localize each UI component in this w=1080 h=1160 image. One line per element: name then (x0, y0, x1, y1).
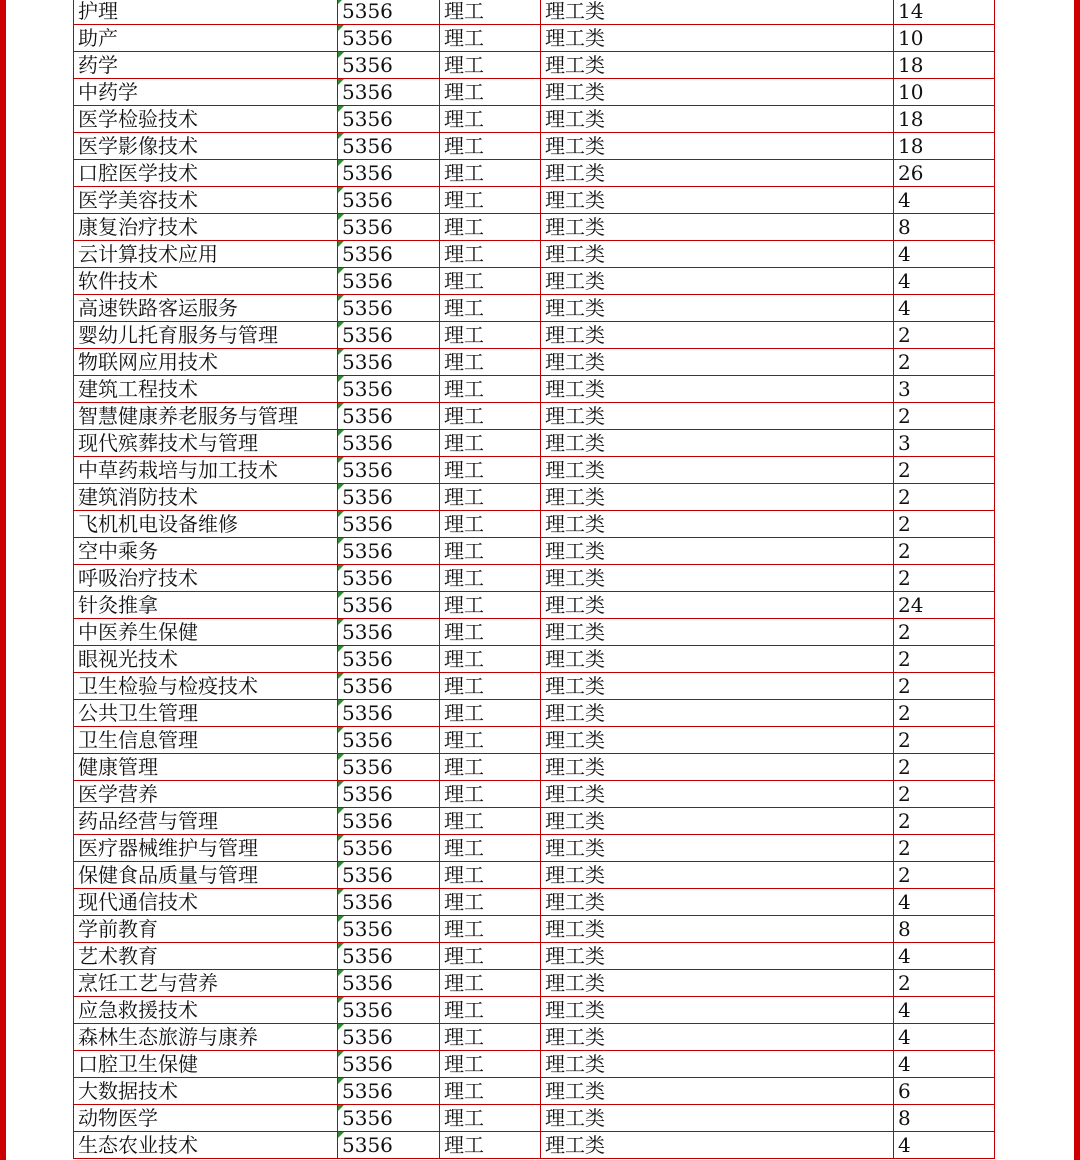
code-cell[interactable]: 5356 (338, 727, 440, 754)
quota-cell[interactable]: 4 (894, 1132, 995, 1159)
code-cell[interactable]: 5356 (338, 214, 440, 241)
category-type-cell[interactable]: 理工类 (541, 0, 894, 25)
table-row (74, 781, 995, 808)
category-type-cell[interactable]: 理工类 (541, 214, 894, 241)
code-cell[interactable]: 5356 (338, 430, 440, 457)
major-name-cell[interactable]: 护理 (74, 0, 338, 25)
category-cell[interactable]: 理工 (440, 727, 541, 754)
code-cell[interactable]: 5356 (338, 160, 440, 187)
table-row (74, 322, 995, 349)
major-name-cell[interactable]: 医学美容技术 (74, 187, 338, 214)
category-cell[interactable]: 理工 (440, 1078, 541, 1105)
quota-cell[interactable]: 24 (894, 592, 995, 619)
quota-cell[interactable]: 3 (894, 430, 995, 457)
category-type-cell[interactable]: 理工类 (541, 430, 894, 457)
code-cell[interactable]: 5356 (338, 997, 440, 1024)
category-type-cell[interactable]: 理工类 (541, 565, 894, 592)
category-cell[interactable]: 理工 (440, 565, 541, 592)
category-type-cell[interactable]: 理工类 (541, 1105, 894, 1132)
quota-cell[interactable]: 2 (894, 349, 995, 376)
quota-cell[interactable]: 2 (894, 322, 995, 349)
quota-cell[interactable]: 2 (894, 511, 995, 538)
quota-cell[interactable]: 2 (894, 457, 995, 484)
major-name-cell[interactable]: 中草药栽培与加工技术 (74, 457, 338, 484)
quota-cell[interactable]: 14 (894, 0, 995, 25)
category-cell[interactable]: 理工 (440, 997, 541, 1024)
quota-cell[interactable]: 2 (894, 538, 995, 565)
window-left-edge (0, 0, 6, 1160)
major-name-cell[interactable]: 空中乘务 (74, 538, 338, 565)
window-right-edge (1074, 0, 1080, 1160)
major-name-cell[interactable]: 森林生态旅游与康养 (74, 1024, 338, 1051)
quota-cell[interactable]: 4 (894, 889, 995, 916)
code-cell[interactable]: 5356 (338, 538, 440, 565)
table-row (74, 1132, 995, 1159)
category-cell[interactable]: 理工 (440, 322, 541, 349)
category-type-cell[interactable]: 理工类 (541, 754, 894, 781)
category-type-cell[interactable]: 理工类 (541, 295, 894, 322)
category-type-cell[interactable]: 理工类 (541, 133, 894, 160)
code-cell[interactable]: 5356 (338, 781, 440, 808)
major-name-cell[interactable]: 烹饪工艺与营养 (74, 970, 338, 997)
quota-cell[interactable]: 2 (894, 403, 995, 430)
major-name-cell[interactable]: 物联网应用技术 (74, 349, 338, 376)
category-cell[interactable]: 理工 (440, 754, 541, 781)
table-row (74, 538, 995, 565)
category-cell[interactable]: 理工 (440, 241, 541, 268)
category-cell[interactable]: 理工 (440, 187, 541, 214)
category-type-cell[interactable]: 理工类 (541, 511, 894, 538)
code-cell[interactable]: 5356 (338, 484, 440, 511)
spreadsheet-body (74, 0, 995, 1159)
category-cell[interactable]: 理工 (440, 1105, 541, 1132)
category-cell[interactable]: 理工 (440, 511, 541, 538)
category-cell[interactable]: 理工 (440, 538, 541, 565)
major-name-cell[interactable]: 建筑工程技术 (74, 376, 338, 403)
category-type-cell[interactable]: 理工类 (541, 79, 894, 106)
major-name-cell[interactable]: 大数据技术 (74, 1078, 338, 1105)
major-name-cell[interactable]: 口腔卫生保健 (74, 1051, 338, 1078)
category-cell[interactable]: 理工 (440, 619, 541, 646)
category-type-cell[interactable]: 理工类 (541, 673, 894, 700)
quota-cell[interactable]: 2 (894, 484, 995, 511)
table-row (74, 106, 995, 133)
major-name-cell[interactable]: 口腔医学技术 (74, 160, 338, 187)
table-row (74, 52, 995, 79)
major-name-cell[interactable]: 艺术教育 (74, 943, 338, 970)
category-type-cell[interactable]: 理工类 (541, 889, 894, 916)
code-cell[interactable]: 5356 (338, 1132, 440, 1159)
code-cell[interactable]: 5356 (338, 187, 440, 214)
code-cell[interactable]: 5356 (338, 52, 440, 79)
code-cell[interactable]: 5356 (338, 1105, 440, 1132)
table-row (74, 1024, 995, 1051)
code-cell[interactable]: 5356 (338, 646, 440, 673)
code-cell[interactable]: 5356 (338, 862, 440, 889)
category-cell[interactable]: 理工 (440, 592, 541, 619)
table-row (74, 943, 995, 970)
table-row (74, 187, 995, 214)
quota-cell[interactable]: 4 (894, 943, 995, 970)
category-type-cell[interactable]: 理工类 (541, 538, 894, 565)
spreadsheet-table (73, 0, 995, 1159)
major-name-cell[interactable]: 助产 (74, 25, 338, 52)
quota-cell[interactable]: 2 (894, 700, 995, 727)
quota-cell[interactable]: 2 (894, 565, 995, 592)
code-cell[interactable]: 5356 (338, 592, 440, 619)
category-cell[interactable]: 理工 (440, 403, 541, 430)
major-name-cell[interactable]: 智慧健康养老服务与管理 (74, 403, 338, 430)
table-row (74, 673, 995, 700)
table-row (74, 133, 995, 160)
category-cell[interactable]: 理工 (440, 106, 541, 133)
table-row (74, 754, 995, 781)
quota-cell[interactable]: 4 (894, 997, 995, 1024)
table-row (74, 430, 995, 457)
category-type-cell[interactable]: 理工类 (541, 943, 894, 970)
category-cell[interactable]: 理工 (440, 646, 541, 673)
table-row (74, 268, 995, 295)
category-type-cell[interactable]: 理工类 (541, 268, 894, 295)
quota-cell[interactable]: 8 (894, 1105, 995, 1132)
major-name-cell[interactable]: 呼吸治疗技术 (74, 565, 338, 592)
category-type-cell[interactable]: 理工类 (541, 592, 894, 619)
category-cell[interactable]: 理工 (440, 1024, 541, 1051)
category-type-cell[interactable]: 理工类 (541, 349, 894, 376)
table-row (74, 1078, 995, 1105)
quota-cell[interactable]: 2 (894, 619, 995, 646)
major-name-cell[interactable]: 药品经营与管理 (74, 808, 338, 835)
category-cell[interactable]: 理工 (440, 349, 541, 376)
table-row (74, 646, 995, 673)
category-type-cell[interactable]: 理工类 (541, 862, 894, 889)
code-cell[interactable]: 5356 (338, 106, 440, 133)
quota-cell[interactable]: 8 (894, 214, 995, 241)
category-cell[interactable]: 理工 (440, 295, 541, 322)
table-row (74, 511, 995, 538)
table-row (74, 241, 995, 268)
category-cell[interactable]: 理工 (440, 133, 541, 160)
category-cell[interactable]: 理工 (440, 781, 541, 808)
table-row (74, 997, 995, 1024)
quota-cell[interactable]: 2 (894, 835, 995, 862)
category-type-cell[interactable]: 理工类 (541, 322, 894, 349)
major-name-cell[interactable]: 软件技术 (74, 268, 338, 295)
quota-cell[interactable]: 18 (894, 133, 995, 160)
category-type-cell[interactable]: 理工类 (541, 970, 894, 997)
category-type-cell[interactable]: 理工类 (541, 187, 894, 214)
major-name-cell[interactable]: 眼视光技术 (74, 646, 338, 673)
category-cell[interactable]: 理工 (440, 484, 541, 511)
code-cell[interactable]: 5356 (338, 295, 440, 322)
quota-cell[interactable]: 10 (894, 79, 995, 106)
category-type-cell[interactable]: 理工类 (541, 700, 894, 727)
major-name-cell[interactable]: 康复治疗技术 (74, 214, 338, 241)
code-cell[interactable]: 5356 (338, 349, 440, 376)
table-row (74, 79, 995, 106)
quota-cell[interactable]: 4 (894, 187, 995, 214)
quota-cell[interactable]: 2 (894, 673, 995, 700)
major-name-cell[interactable]: 云计算技术应用 (74, 241, 338, 268)
category-cell[interactable]: 理工 (440, 862, 541, 889)
table-row (74, 808, 995, 835)
table-row (74, 295, 995, 322)
quota-cell[interactable]: 2 (894, 754, 995, 781)
category-type-cell[interactable]: 理工类 (541, 781, 894, 808)
major-name-cell[interactable]: 飞机机电设备维修 (74, 511, 338, 538)
quota-cell[interactable]: 2 (894, 808, 995, 835)
table-row (74, 916, 995, 943)
major-name-cell[interactable]: 公共卫生管理 (74, 700, 338, 727)
category-cell[interactable]: 理工 (440, 376, 541, 403)
category-type-cell[interactable]: 理工类 (541, 241, 894, 268)
major-name-cell[interactable]: 医疗器械维护与管理 (74, 835, 338, 862)
major-name-cell[interactable]: 中药学 (74, 79, 338, 106)
table-row (74, 214, 995, 241)
table-row (74, 349, 995, 376)
quota-cell[interactable]: 26 (894, 160, 995, 187)
code-cell[interactable]: 5356 (338, 403, 440, 430)
quota-cell[interactable]: 2 (894, 646, 995, 673)
table-row (74, 457, 995, 484)
major-name-cell[interactable]: 医学检验技术 (74, 106, 338, 133)
category-cell[interactable]: 理工 (440, 889, 541, 916)
quota-cell[interactable]: 2 (894, 727, 995, 754)
table-row (74, 727, 995, 754)
major-name-cell[interactable]: 医学影像技术 (74, 133, 338, 160)
category-cell[interactable]: 理工 (440, 79, 541, 106)
major-name-cell[interactable]: 卫生信息管理 (74, 727, 338, 754)
category-cell[interactable]: 理工 (440, 835, 541, 862)
quota-cell[interactable]: 4 (894, 268, 995, 295)
code-cell[interactable]: 5356 (338, 970, 440, 997)
category-type-cell[interactable]: 理工类 (541, 727, 894, 754)
category-type-cell[interactable]: 理工类 (541, 1024, 894, 1051)
category-cell[interactable]: 理工 (440, 700, 541, 727)
table-row (74, 25, 995, 52)
quota-cell[interactable]: 8 (894, 916, 995, 943)
category-cell[interactable]: 理工 (440, 1051, 541, 1078)
major-name-cell[interactable]: 现代殡葬技术与管理 (74, 430, 338, 457)
major-name-cell[interactable]: 现代通信技术 (74, 889, 338, 916)
code-cell[interactable]: 5356 (338, 376, 440, 403)
major-name-cell[interactable]: 中医养生保健 (74, 619, 338, 646)
major-name-cell[interactable]: 医学营养 (74, 781, 338, 808)
category-cell[interactable]: 理工 (440, 430, 541, 457)
category-type-cell[interactable]: 理工类 (541, 997, 894, 1024)
major-name-cell[interactable]: 生态农业技术 (74, 1132, 338, 1159)
quota-cell[interactable]: 6 (894, 1078, 995, 1105)
category-cell[interactable]: 理工 (440, 970, 541, 997)
category-type-cell[interactable]: 理工类 (541, 808, 894, 835)
code-cell[interactable]: 5356 (338, 916, 440, 943)
major-name-cell[interactable]: 针灸推拿 (74, 592, 338, 619)
category-cell[interactable]: 理工 (440, 916, 541, 943)
category-type-cell[interactable]: 理工类 (541, 376, 894, 403)
table-row (74, 376, 995, 403)
category-type-cell[interactable]: 理工类 (541, 106, 894, 133)
category-cell[interactable]: 理工 (440, 214, 541, 241)
code-cell[interactable]: 5356 (338, 133, 440, 160)
table-row (74, 889, 995, 916)
quota-cell[interactable]: 10 (894, 25, 995, 52)
code-cell[interactable]: 5356 (338, 754, 440, 781)
table-row (74, 565, 995, 592)
category-type-cell[interactable]: 理工类 (541, 25, 894, 52)
table-row (74, 700, 995, 727)
table-row (74, 835, 995, 862)
major-name-cell[interactable]: 健康管理 (74, 754, 338, 781)
category-type-cell[interactable]: 理工类 (541, 1132, 894, 1159)
code-cell[interactable]: 5356 (338, 673, 440, 700)
code-cell[interactable]: 5356 (338, 889, 440, 916)
category-type-cell[interactable]: 理工类 (541, 457, 894, 484)
major-name-cell[interactable]: 婴幼儿托育服务与管理 (74, 322, 338, 349)
major-name-cell[interactable]: 动物医学 (74, 1105, 338, 1132)
quota-cell[interactable]: 4 (894, 295, 995, 322)
quota-cell[interactable]: 4 (894, 241, 995, 268)
category-cell[interactable]: 理工 (440, 25, 541, 52)
code-cell[interactable]: 5356 (338, 457, 440, 484)
code-cell[interactable]: 5356 (338, 268, 440, 295)
table-row (74, 484, 995, 511)
category-type-cell[interactable]: 理工类 (541, 1051, 894, 1078)
category-cell[interactable]: 理工 (440, 808, 541, 835)
code-cell[interactable]: 5356 (338, 619, 440, 646)
category-cell[interactable]: 理工 (440, 268, 541, 295)
table-row (74, 403, 995, 430)
code-cell[interactable]: 5356 (338, 241, 440, 268)
table-row (74, 160, 995, 187)
category-cell[interactable]: 理工 (440, 943, 541, 970)
category-type-cell[interactable]: 理工类 (541, 160, 894, 187)
quota-cell[interactable]: 18 (894, 52, 995, 79)
code-cell[interactable]: 5356 (338, 0, 440, 25)
code-cell[interactable]: 5356 (338, 1024, 440, 1051)
quota-cell[interactable]: 18 (894, 106, 995, 133)
category-type-cell[interactable]: 理工类 (541, 835, 894, 862)
quota-cell[interactable]: 2 (894, 781, 995, 808)
category-type-cell[interactable]: 理工类 (541, 916, 894, 943)
table-row (74, 619, 995, 646)
category-cell[interactable]: 理工 (440, 52, 541, 79)
code-cell[interactable]: 5356 (338, 565, 440, 592)
category-type-cell[interactable]: 理工类 (541, 484, 894, 511)
category-type-cell[interactable]: 理工类 (541, 646, 894, 673)
code-cell[interactable]: 5356 (338, 322, 440, 349)
major-name-cell[interactable]: 高速铁路客运服务 (74, 295, 338, 322)
major-name-cell[interactable]: 学前教育 (74, 916, 338, 943)
code-cell[interactable]: 5356 (338, 835, 440, 862)
quota-cell[interactable]: 3 (894, 376, 995, 403)
major-name-cell[interactable]: 药学 (74, 52, 338, 79)
quota-cell[interactable]: 2 (894, 862, 995, 889)
code-cell[interactable]: 5356 (338, 79, 440, 106)
category-cell[interactable]: 理工 (440, 457, 541, 484)
code-cell[interactable]: 5356 (338, 1051, 440, 1078)
category-type-cell[interactable]: 理工类 (541, 1078, 894, 1105)
category-cell[interactable]: 理工 (440, 673, 541, 700)
table-row (74, 1051, 995, 1078)
major-name-cell[interactable]: 应急救援技术 (74, 997, 338, 1024)
code-cell[interactable]: 5356 (338, 25, 440, 52)
category-cell[interactable]: 理工 (440, 1132, 541, 1159)
table-row (74, 862, 995, 889)
code-cell[interactable]: 5356 (338, 1078, 440, 1105)
code-cell[interactable]: 5356 (338, 511, 440, 538)
category-cell[interactable]: 理工 (440, 160, 541, 187)
major-name-cell[interactable]: 保健食品质量与管理 (74, 862, 338, 889)
table-row (74, 0, 995, 25)
table-row (74, 970, 995, 997)
code-cell[interactable]: 5356 (338, 808, 440, 835)
table-row (74, 1105, 995, 1132)
code-cell[interactable]: 5356 (338, 700, 440, 727)
quota-cell[interactable]: 4 (894, 1051, 995, 1078)
category-type-cell[interactable]: 理工类 (541, 403, 894, 430)
code-cell[interactable]: 5356 (338, 943, 440, 970)
major-name-cell[interactable]: 卫生检验与检疫技术 (74, 673, 338, 700)
table-row (74, 592, 995, 619)
category-type-cell[interactable]: 理工类 (541, 52, 894, 79)
category-type-cell[interactable]: 理工类 (541, 619, 894, 646)
quota-cell[interactable]: 2 (894, 970, 995, 997)
category-cell[interactable]: 理工 (440, 0, 541, 25)
quota-cell[interactable]: 4 (894, 1024, 995, 1051)
major-name-cell[interactable]: 建筑消防技术 (74, 484, 338, 511)
